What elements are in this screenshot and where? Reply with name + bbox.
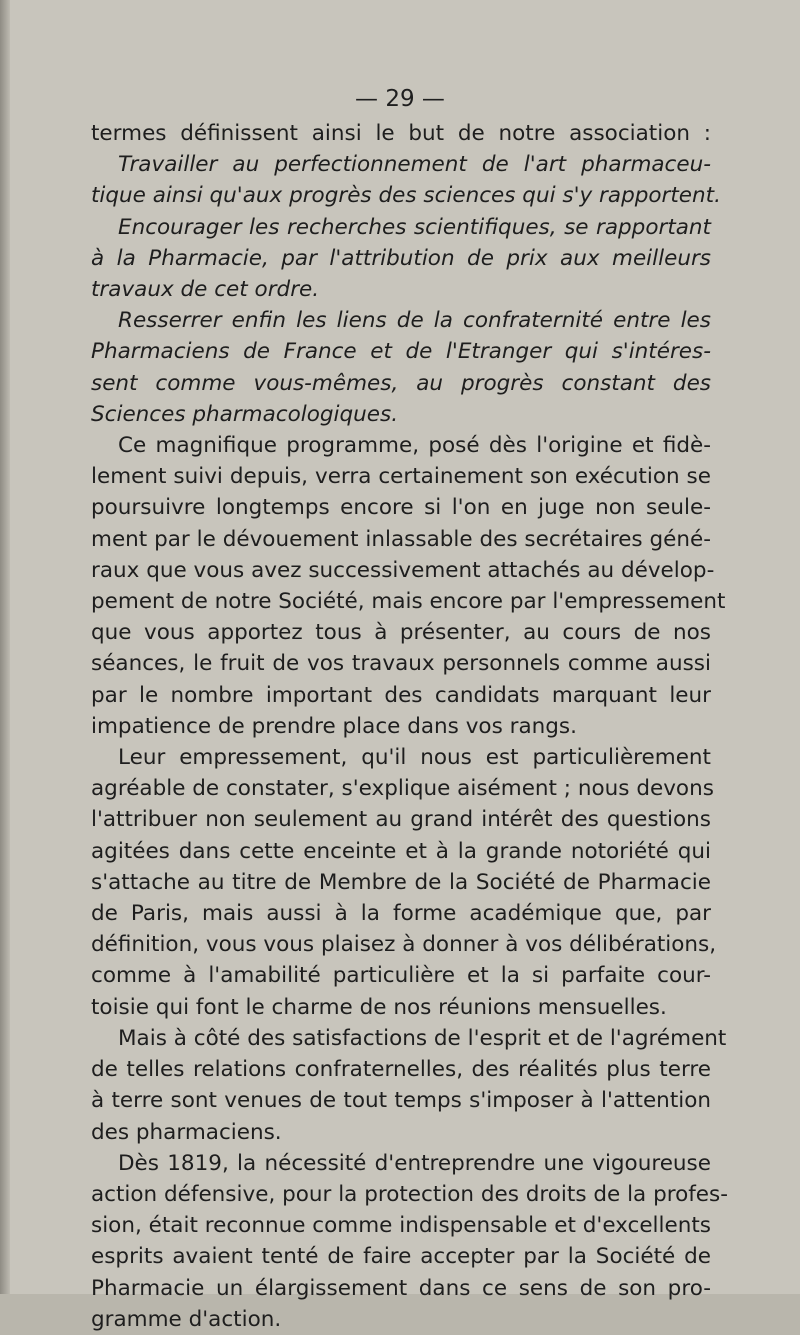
text-line: gramme d'action.: [91, 1306, 282, 1332]
text-line: agitées dans cette enceinte et à la grande notoriété qui: [91, 838, 711, 864]
text-line: que vous apportez tous à présenter, au cours de nos: [91, 620, 711, 646]
text-line: impatience de prendre place dans vos rangs.: [91, 713, 577, 739]
text-line: pement de notre Société, mais encore par l'empressement: [91, 589, 726, 615]
text-line: sent comme vous-mêmes, au progrès constant des: [91, 370, 711, 396]
text-line: par le nombre important des candidats marquant leur: [91, 682, 711, 708]
text-line: Pharmaciens de France et de l'Etranger qui s'intéres-: [91, 339, 711, 365]
binding-gutter: [0, 0, 10, 1294]
text-line: raux que vous avez successivement attachés au dévelop-: [91, 557, 715, 583]
text-line: comme à l'amabilité particulière et la si parfaite cour-: [91, 963, 711, 989]
text-line: Sciences pharmacologiques.: [91, 401, 399, 427]
text-line: définition, vous vous plaisez à donner à vos délibérations,: [91, 932, 717, 958]
text-line: lement suivi depuis, verra certainement son exécution se: [91, 464, 711, 490]
text-line: Dès 1819, la nécessité d'entreprendre une vigoureuse: [118, 1150, 711, 1176]
text-line: travaux de cet ordre.: [91, 277, 320, 303]
text-line: ment par le dévouement inlassable des secrétaires géné-: [91, 526, 711, 552]
text-line: de Paris, mais aussi à la forme académique que, par: [91, 901, 711, 927]
body-text: [91, 118, 728, 1335]
text-line: Leur empressement, qu'il nous est particulièrement: [118, 745, 711, 771]
text-line: séances, le fruit de vos travaux personnels comme aussi: [91, 651, 711, 677]
text-line: s'attache au titre de Membre de la Société de Pharmacie: [91, 869, 711, 895]
text-line: poursuivre longtemps encore si l'on en juge non seule-: [91, 495, 711, 521]
text-line: l'attribuer non seulement au grand intérêt des questions: [91, 807, 711, 833]
text-line: toisie qui font le charme de nos réunions mensuelles.: [91, 994, 667, 1020]
text-line: Mais à côté des satisfactions de l'esprit et de l'agrément: [118, 1025, 727, 1051]
text-line: action défensive, pour la protection des droits de la profes-: [91, 1181, 728, 1207]
page-number: — 29 —: [355, 86, 445, 112]
text-line: à terre sont venues de tout temps s'imposer à l'attention: [91, 1088, 711, 1114]
text-line: sion, était reconnue comme indispensable et d'excellents: [91, 1213, 711, 1239]
text-line: de telles relations confraternelles, des réalités plus terre: [91, 1057, 711, 1083]
text-line: termes définissent ainsi le but de notre association :: [91, 121, 711, 146]
text-line: Ce magnifique programme, posé dès l'origine et fidè-: [118, 433, 711, 459]
text-line: agréable de constater, s'explique aisément ; nous devons: [91, 776, 714, 802]
text-line: Resserrer enfin les liens de la confraternité entre les: [118, 308, 711, 334]
text-line: Pharmacie un élargissement dans ce sens de son pro-: [91, 1275, 711, 1301]
text-line: esprits avaient tenté de faire accepter par la Société de: [91, 1244, 711, 1270]
text-line: tique ainsi qu'aux progrès des sciences qui s'y rapportent.: [91, 183, 721, 209]
text-line: des pharmaciens.: [91, 1119, 282, 1145]
text-line: à la Pharmacie, par l'attribution de prix aux meilleurs: [91, 245, 711, 271]
text-line: Encourager les recherches scientifiques, se rapportant: [118, 214, 711, 240]
text-line: Travailler au perfectionnement de l'art pharmaceu-: [118, 152, 711, 178]
